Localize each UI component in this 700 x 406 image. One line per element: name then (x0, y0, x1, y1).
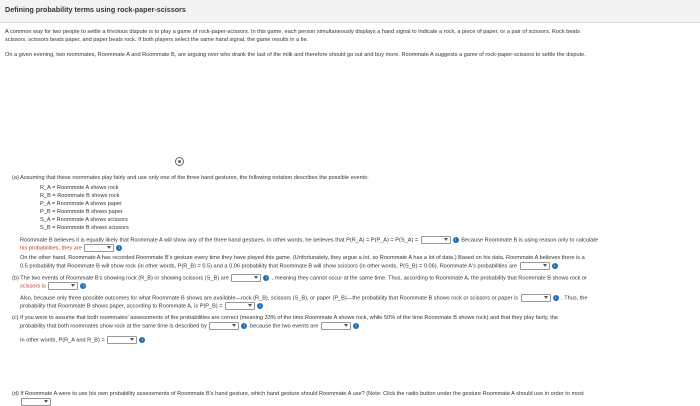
events-type-dropdown[interactable] (231, 274, 261, 282)
info-icon[interactable]: i (552, 263, 558, 269)
part-c-l2-text: probability that both roommates show rock at the same time is described by (20, 323, 207, 330)
part-b-l2-text: scissors is (20, 283, 46, 290)
part-c-l2 (20, 322, 360, 330)
event-ra: R_A = Roommate A shows rock (40, 185, 119, 191)
part-a-q2b-text: 0.5 probability that Roommate B will show rock (in other words, P(R_B) = 0.5) and a 0.06 probability that Roommate B will show scissors (in other words, P(S_B) = 0.06). Roommate A's probabilities are (20, 263, 517, 270)
info-icon[interactable]: i (139, 337, 145, 343)
info-icon[interactable]: i (116, 245, 122, 251)
event-pb: P_B = Roommate B shows paper (40, 209, 123, 215)
event-sb: S_B = Roommate B shows scissors (40, 225, 129, 231)
part-b-l2 (20, 282, 87, 290)
info-icon[interactable]: i (553, 295, 559, 301)
prob-type-dropdown-2[interactable] (520, 262, 550, 270)
info-icon[interactable]: i (241, 323, 247, 329)
part-b-l3b-text: . Thus, the (561, 295, 588, 302)
joint-prob-dropdown[interactable] (107, 336, 137, 344)
independence-dropdown[interactable] (321, 322, 351, 330)
part-b-l1b-text: , meaning they cannot occur at the same time. Thus, according to Roommate A, the probability that Roommate B shows rock or (271, 275, 588, 282)
intro-line-1: A common way for two people to settle a frivolous dispute is to play a game of rock-paper-scissors. In this game, each person simultaneously displays a hand signal to indicate a rock, a piece of paper, or a pair of scissors. Rock beats (5, 29, 580, 35)
info-icon[interactable]: i (257, 303, 263, 309)
part-c-l2b-text: because the two events are (249, 323, 319, 330)
part-c-l3-text: In other words, P(R_A and R_B) = (20, 337, 105, 344)
part-a-q1b-text: Because Roommate B is using reason only to calculate (461, 237, 599, 244)
part-b-l1 (12, 274, 587, 282)
part-b-l1-text: (b) The two events of Roommate B's showing rock (R_B) or showing scissors (S_B) are (12, 275, 229, 282)
info-icon[interactable]: i (263, 275, 269, 281)
prob-equal-dropdown[interactable] (421, 236, 451, 244)
intro-line-2: scissors, scissors beats paper, and paper beats rock. If both players select the same hand signal, the game results in a tie. (5, 37, 309, 43)
event-sa: S_A = Roommate A shows scissors (40, 217, 128, 223)
part-a-q1c-text: his probabilities, they are (20, 245, 82, 252)
part-b-l4 (20, 302, 264, 310)
intro-line-3: On a given evening, two roommates, Roommate A and Roommate B, are arguing over who drank the last of the milk and therefore should go out and buy more. Roommate A suggests a game of rock-paper-scissors to settle the dispute. (5, 52, 586, 58)
part-a-q2a: On the other hand, Roommate A has recorded Roommate B's gesture every time they have played this game. (Unfortunately, they argue a lot, so Roommate A has a lot of data.) Based on his data, Roommate A believes there is a (20, 255, 585, 261)
page-title: Defining probability terms using rock-paper-scissors (5, 5, 186, 14)
prob-type-dropdown-1[interactable] (84, 244, 114, 252)
info-icon[interactable]: i (453, 237, 459, 243)
part-a-q2b (20, 262, 559, 270)
page-header (0, 0, 700, 23)
info-icon[interactable]: i (353, 323, 359, 329)
part-d-l1: (d) If Roommate A were to use his own probability assessments of Roommate B's hand gesture, which hand gesture should Roommate A use? (Note: Click the radio button under the gesture Roommate A should use in order to most (12, 391, 584, 397)
part-c-l1: (c) If you were to assume that both roommates' assessments of the probabilities are correct (meaning 33% of the time Roommate A shows rock, while 50% of the time Roommate B shows rock) and that they play fairly, the (12, 315, 558, 321)
rule-dropdown[interactable] (209, 322, 239, 330)
event-rb: R_B = Roommate B shows rock (40, 193, 120, 199)
event-pa: P_A = Roommate A shows paper (40, 201, 122, 207)
part-a-lead: (a) Assuming that these roommates play fairly and use only one of the three hand gestures, the following notation describes the possible events: (12, 175, 369, 181)
part-c-l3 (20, 336, 146, 344)
total-prob-dropdown[interactable] (521, 294, 551, 302)
part-a-q1c (20, 244, 123, 252)
rock-or-scissors-dropdown[interactable] (48, 282, 78, 290)
paper-prob-dropdown[interactable] (225, 302, 255, 310)
part-b-l3-text: Also, because only three possible outcomes for what Roommate B shows are available—rock (R_B), scissors (S_B), or paper (P_B)—the probability that Roommate B shows rock or scissors or paper is (20, 295, 519, 302)
info-icon[interactable]: i (80, 283, 86, 289)
mouse-cursor-icon (175, 157, 184, 166)
part-a-q1-text: Roommate B believes it is equally likely that Roommate A will show any of the three hand gestures. In other words, he believes that P(R_A) = P(P_A) = P(S_A) = (20, 237, 419, 244)
part-b-l4-text: probability that Roommate B shows paper, according to Roommate A, is P(P_B) = (20, 303, 223, 310)
